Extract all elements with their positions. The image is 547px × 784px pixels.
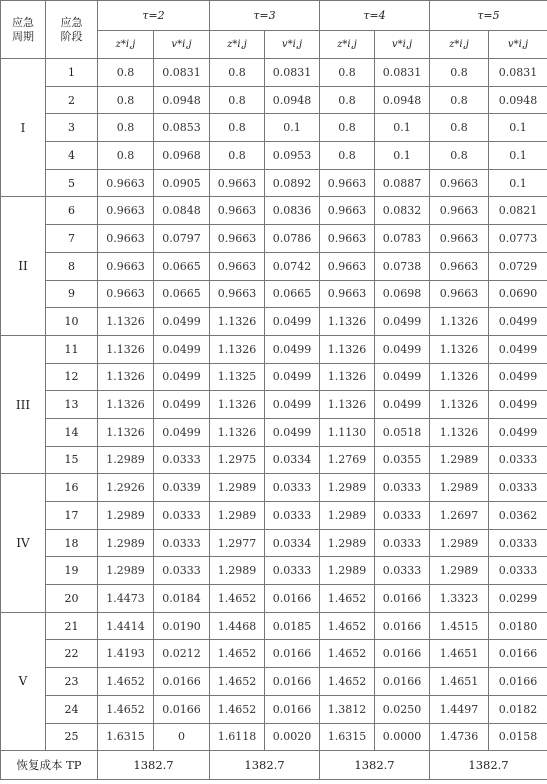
z-value-cell: 0.8 [430,114,489,142]
header-v-col-1: v*i,j [265,31,320,59]
z-value-cell: 0.8 [320,114,375,142]
stage-cell: 7 [46,225,98,253]
v-value-cell: 0.0499 [154,418,210,446]
v-value-cell: 0.0250 [375,695,430,723]
z-value-cell: 0.9663 [430,169,489,197]
v-value-cell: 0.0499 [375,308,430,336]
z-value-cell: 0.9663 [320,280,375,308]
v-value-cell: 0.0729 [489,252,547,280]
v-value-cell: 0.0020 [265,723,320,751]
z-value-cell: 0.9663 [210,169,265,197]
z-value-cell: 1.4651 [430,668,489,696]
v-value-cell: 0.0499 [154,335,210,363]
z-value-cell: 1.2989 [320,474,375,502]
z-value-cell: 0.9663 [320,225,375,253]
z-value-cell: 1.2989 [320,529,375,557]
v-value-cell: 0.1 [489,142,547,170]
z-value-cell: 0.9663 [98,252,154,280]
z-value-cell: 0.9663 [210,197,265,225]
z-value-cell: 1.1326 [320,391,375,419]
stage-cell: 24 [46,695,98,723]
v-value-cell: 0.0334 [265,446,320,474]
period-cell: II [1,197,46,335]
v-value-cell: 0.0848 [154,197,210,225]
v-value-cell: 0.0773 [489,225,547,253]
v-value-cell: 0.0166 [375,612,430,640]
z-value-cell: 0.8 [320,59,375,87]
z-value-cell: 1.6118 [210,723,265,751]
v-value-cell: 0.0905 [154,169,210,197]
table-row [1,114,547,142]
v-value-cell: 0.1 [265,114,320,142]
stage-cell: 14 [46,418,98,446]
v-value-cell: 0.0836 [265,197,320,225]
header-z-col-0: z*i,j [98,31,154,59]
recovery-cost-cell: 1382.7 [98,751,210,780]
v-value-cell: 0 [154,723,210,751]
header-tau-5: τ=5 [430,1,547,31]
z-value-cell: 1.1326 [430,391,489,419]
v-value-cell: 0.0499 [154,363,210,391]
header-tau-4: τ=4 [320,1,430,31]
v-value-cell: 0.0499 [489,418,547,446]
v-value-cell: 0.0948 [154,86,210,114]
z-value-cell: 0.9663 [98,197,154,225]
z-value-cell: 1.4652 [210,668,265,696]
table-row [1,225,547,253]
v-value-cell: 0.0166 [375,585,430,613]
header-z-col-3: z*i,j [430,31,489,59]
v-value-cell: 0.0499 [375,363,430,391]
z-value-cell: 1.4652 [210,640,265,668]
stage-cell: 12 [46,363,98,391]
v-value-cell: 0.0362 [489,502,547,530]
v-value-cell: 0.0333 [489,474,547,502]
v-value-cell: 0.0333 [375,529,430,557]
z-value-cell: 0.8 [98,59,154,87]
z-value-cell: 0.8 [210,86,265,114]
v-value-cell: 0.0333 [375,557,430,585]
header-z-col-2: z*i,j [320,31,375,59]
z-value-cell: 0.9663 [320,197,375,225]
z-value-cell: 1.1326 [430,363,489,391]
v-value-cell: 0.0690 [489,280,547,308]
z-value-cell: 1.4414 [98,612,154,640]
z-value-cell: 0.8 [210,114,265,142]
z-value-cell: 0.8 [210,142,265,170]
v-value-cell: 0.0698 [375,280,430,308]
z-value-cell: 0.9663 [320,169,375,197]
stage-cell: 25 [46,723,98,751]
z-value-cell: 0.8 [430,142,489,170]
v-value-cell: 0.0166 [265,695,320,723]
table-row [1,335,547,363]
z-value-cell: 1.2989 [210,557,265,585]
z-value-cell: 1.4652 [210,695,265,723]
z-value-cell: 1.4651 [430,640,489,668]
header-stage-line1: 应急 [60,15,83,29]
z-value-cell: 1.1326 [430,308,489,336]
v-value-cell: 0.0166 [375,640,430,668]
header-z-col-1: z*i,j [210,31,265,59]
z-value-cell: 1.1326 [430,418,489,446]
v-value-cell: 0.0499 [265,335,320,363]
z-value-cell: 1.1326 [210,418,265,446]
z-value-cell: 1.1130 [320,418,375,446]
table-row [1,529,547,557]
stage-cell: 23 [46,668,98,696]
z-value-cell: 1.1326 [210,308,265,336]
z-value-cell: 1.4652 [320,585,375,613]
header-v-col-3: v*i,j [489,31,547,59]
v-value-cell: 0.0831 [489,59,547,87]
z-value-cell: 1.2989 [210,474,265,502]
v-value-cell: 0.0948 [375,86,430,114]
stage-cell: 10 [46,308,98,336]
z-value-cell: 1.1326 [98,308,154,336]
stage-cell: 5 [46,169,98,197]
z-value-cell: 0.8 [98,114,154,142]
v-value-cell: 0.0333 [489,529,547,557]
z-value-cell: 1.4652 [210,585,265,613]
z-value-cell: 1.2989 [430,474,489,502]
table-row [1,585,547,613]
z-value-cell: 1.4497 [430,695,489,723]
v-value-cell: 0.1 [489,169,547,197]
v-value-cell: 0.0953 [265,142,320,170]
z-value-cell: 1.1326 [98,363,154,391]
z-value-cell: 1.1326 [98,335,154,363]
z-value-cell: 1.2989 [98,446,154,474]
z-value-cell: 0.9663 [430,225,489,253]
table-row [1,363,547,391]
table-row [1,59,547,87]
z-value-cell: 1.2989 [98,502,154,530]
v-value-cell: 0.0832 [375,197,430,225]
v-value-cell: 0.0166 [375,668,430,696]
z-value-cell: 1.1326 [320,335,375,363]
v-value-cell: 0.0665 [154,280,210,308]
z-value-cell: 1.4652 [320,612,375,640]
table-row [1,557,547,585]
v-value-cell: 0.0499 [265,363,320,391]
v-value-cell: 0.0180 [489,612,547,640]
table-row [1,723,547,751]
stage-cell: 16 [46,474,98,502]
stage-cell: 20 [46,585,98,613]
v-value-cell: 0.1 [489,114,547,142]
table-row [1,308,547,336]
header-cycle-line1: 应急 [12,15,34,29]
table-row [1,418,547,446]
z-value-cell: 0.9663 [210,252,265,280]
v-value-cell: 0.0166 [154,695,210,723]
v-value-cell: 0.0499 [489,335,547,363]
v-value-cell: 0.0333 [489,446,547,474]
z-value-cell: 1.2989 [98,529,154,557]
z-value-cell: 0.9663 [98,280,154,308]
z-value-cell: 1.4652 [98,695,154,723]
z-value-cell: 1.2769 [320,446,375,474]
period-cell: IV [1,474,46,612]
v-value-cell: 0.0333 [489,557,547,585]
z-value-cell: 0.9663 [430,252,489,280]
v-value-cell: 0.0333 [154,446,210,474]
header-tau-3: τ=3 [210,1,320,31]
z-value-cell: 1.4515 [430,612,489,640]
z-value-cell: 1.3812 [320,695,375,723]
z-value-cell: 1.6315 [98,723,154,751]
v-value-cell: 0.0499 [489,391,547,419]
z-value-cell: 1.1326 [320,363,375,391]
v-value-cell: 0.0190 [154,612,210,640]
z-value-cell: 0.9663 [98,169,154,197]
v-value-cell: 0.0783 [375,225,430,253]
v-value-cell: 0.0831 [154,59,210,87]
header-tau-2: τ=2 [98,1,210,31]
v-value-cell: 0.0333 [265,502,320,530]
v-value-cell: 0.0182 [489,695,547,723]
footer-label: 恢复成本 TP [1,751,98,780]
table-row [1,446,547,474]
v-value-cell: 0.0158 [489,723,547,751]
header-v-col-0: v*i,j [154,31,210,59]
v-value-cell: 0.0334 [265,529,320,557]
stage-cell: 1 [46,59,98,87]
z-value-cell: 1.3323 [430,585,489,613]
v-value-cell: 0.0333 [154,502,210,530]
recovery-cost-cell: 1382.7 [320,751,430,780]
stage-cell: 11 [46,335,98,363]
z-value-cell: 0.8 [98,86,154,114]
stage-cell: 21 [46,612,98,640]
z-value-cell: 0.9663 [430,197,489,225]
z-value-cell: 1.6315 [320,723,375,751]
v-value-cell: 0.0499 [154,308,210,336]
v-value-cell: 0.1 [375,114,430,142]
v-value-cell: 0.0821 [489,197,547,225]
stage-cell: 3 [46,114,98,142]
table-row [1,169,547,197]
z-value-cell: 0.8 [320,142,375,170]
header-stage-line2: 阶段 [60,29,83,43]
v-value-cell: 0.0355 [375,446,430,474]
v-value-cell: 0.0665 [265,280,320,308]
v-value-cell: 0.0166 [489,668,547,696]
z-value-cell: 1.2989 [430,557,489,585]
v-value-cell: 0.0499 [375,391,430,419]
z-value-cell: 1.2989 [320,502,375,530]
v-value-cell: 0.0948 [489,86,547,114]
v-value-cell: 0.0499 [265,391,320,419]
v-value-cell: 0.0786 [265,225,320,253]
v-value-cell: 0.0853 [154,114,210,142]
v-value-cell: 0.0892 [265,169,320,197]
stage-cell: 19 [46,557,98,585]
v-value-cell: 0.0333 [375,502,430,530]
v-value-cell: 0.0000 [375,723,430,751]
stage-cell: 9 [46,280,98,308]
v-value-cell: 0.0212 [154,640,210,668]
period-cell: I [1,59,46,197]
stage-cell: 15 [46,446,98,474]
stage-cell: 13 [46,391,98,419]
header-cycle-line2: 周期 [12,29,34,43]
header-v-col-2: v*i,j [375,31,430,59]
v-value-cell: 0.0333 [154,529,210,557]
stage-cell: 17 [46,502,98,530]
z-value-cell: 1.4652 [98,668,154,696]
stage-cell: 4 [46,142,98,170]
z-value-cell: 1.4736 [430,723,489,751]
table-row [1,695,547,723]
z-value-cell: 1.4193 [98,640,154,668]
table-row [1,502,547,530]
v-value-cell: 0.0166 [154,668,210,696]
z-value-cell: 1.1326 [320,308,375,336]
table-row [1,252,547,280]
table-row [1,640,547,668]
z-value-cell: 0.8 [98,142,154,170]
v-value-cell: 0.0499 [489,308,547,336]
z-value-cell: 0.8 [430,86,489,114]
z-value-cell: 1.4473 [98,585,154,613]
v-value-cell: 0.0499 [265,308,320,336]
recovery-cost-cell: 1382.7 [210,751,320,780]
z-value-cell: 0.9663 [98,225,154,253]
z-value-cell: 1.1326 [210,391,265,419]
z-value-cell: 1.1326 [98,418,154,446]
z-value-cell: 1.1325 [210,363,265,391]
header-cycle [1,1,46,59]
v-value-cell: 0.0968 [154,142,210,170]
table-row [1,474,547,502]
z-value-cell: 0.8 [210,59,265,87]
z-value-cell: 1.1326 [430,335,489,363]
stage-cell: 8 [46,252,98,280]
v-value-cell: 0.0797 [154,225,210,253]
table-row [1,668,547,696]
table-row [1,280,547,308]
recovery-cost-cell: 1382.7 [430,751,547,780]
z-value-cell: 1.2926 [98,474,154,502]
v-value-cell: 0.0518 [375,418,430,446]
z-value-cell: 1.4652 [320,640,375,668]
table-row [1,197,547,225]
stage-cell: 6 [46,197,98,225]
stage-cell: 22 [46,640,98,668]
v-value-cell: 0.0948 [265,86,320,114]
z-value-cell: 1.2989 [430,529,489,557]
v-value-cell: 0.0499 [154,391,210,419]
v-value-cell: 0.0184 [154,585,210,613]
z-value-cell: 1.4468 [210,612,265,640]
period-cell: V [1,612,46,750]
v-value-cell: 0.0738 [375,252,430,280]
v-value-cell: 0.0333 [375,474,430,502]
z-value-cell: 1.2697 [430,502,489,530]
z-value-cell: 1.1326 [98,391,154,419]
stage-cell: 2 [46,86,98,114]
v-value-cell: 0.0333 [154,557,210,585]
z-value-cell: 0.9663 [210,225,265,253]
v-value-cell: 0.0333 [265,474,320,502]
z-value-cell: 1.4652 [320,668,375,696]
v-value-cell: 0.0831 [375,59,430,87]
period-cell: III [1,335,46,473]
z-value-cell: 0.9663 [430,280,489,308]
header-stage [46,1,98,59]
v-value-cell: 0.0185 [265,612,320,640]
v-value-cell: 0.0742 [265,252,320,280]
z-value-cell: 0.8 [430,59,489,87]
z-value-cell: 1.2975 [210,446,265,474]
v-value-cell: 0.0665 [154,252,210,280]
v-value-cell: 0.0166 [265,640,320,668]
v-value-cell: 0.0339 [154,474,210,502]
v-value-cell: 0.0499 [265,418,320,446]
v-value-cell: 0.0499 [489,363,547,391]
v-value-cell: 0.0166 [265,585,320,613]
table-row [1,142,547,170]
table-row [1,612,547,640]
table-row [1,391,547,419]
z-value-cell: 0.9663 [320,252,375,280]
table-row [1,86,547,114]
z-value-cell: 1.2989 [320,557,375,585]
v-value-cell: 0.0299 [489,585,547,613]
stage-cell: 18 [46,529,98,557]
v-value-cell: 0.0166 [265,668,320,696]
v-value-cell: 0.1 [375,142,430,170]
z-value-cell: 1.1326 [210,335,265,363]
z-value-cell: 0.9663 [210,280,265,308]
z-value-cell: 0.8 [320,86,375,114]
z-value-cell: 1.2989 [430,446,489,474]
v-value-cell: 0.0499 [375,335,430,363]
z-value-cell: 1.2977 [210,529,265,557]
v-value-cell: 0.0166 [489,640,547,668]
z-value-cell: 1.2989 [98,557,154,585]
v-value-cell: 0.0831 [265,59,320,87]
z-value-cell: 1.2989 [210,502,265,530]
v-value-cell: 0.0333 [265,557,320,585]
v-value-cell: 0.0887 [375,169,430,197]
